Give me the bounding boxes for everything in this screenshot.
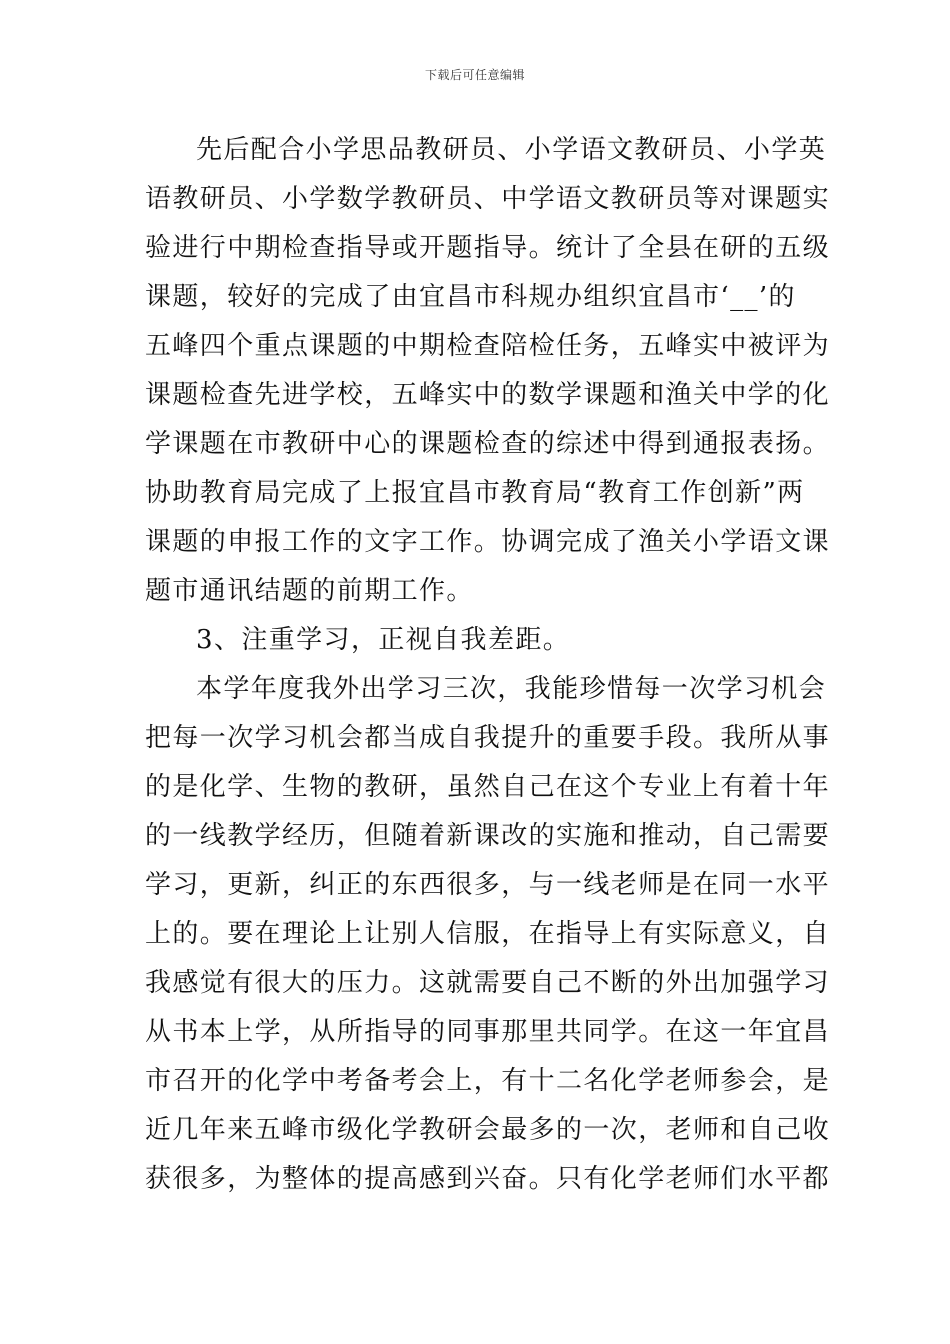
- text-line: 课题检查先进学校，五峰实中的数学课题和渔关中学的化: [145, 380, 831, 410]
- text-line: 近几年来五峰市级化学教研会最多的一次，老师和自己收: [145, 1115, 831, 1145]
- text-line: 把每一次学习机会都当成自我提升的重要手段。我所从事: [145, 723, 831, 753]
- text-line: 验进行中期检查指导或开题指导。统计了全县在研的五级: [145, 233, 831, 263]
- text-line: 获很多，为整体的提高感到兴奋。只有化学老师们水平都: [145, 1164, 831, 1194]
- text-line: 协助教育局完成了上报宜昌市教育局“教育工作创新”两: [145, 478, 805, 508]
- text-line: 从书本上学，从所指导的同事那里共同学。在这一年宜昌: [145, 1017, 831, 1047]
- text-line: 我感觉有很大的压力。这就需要自己不断的外出加强学习: [145, 968, 831, 998]
- text-line: 课题，较好的完成了由宜昌市科规办组织宜昌市‘__’的: [145, 282, 796, 312]
- text-line: 上的。要在理论上让别人信服，在指导上有实际意义，自: [145, 919, 831, 949]
- text-line: 课题的申报工作的文字工作。协调完成了渔关小学语文课: [145, 527, 831, 557]
- text-line: 题市通讯结题的前期工作。: [145, 576, 474, 606]
- text-line: 学习，更新，纠正的东西很多，与一线老师是在同一水平: [145, 870, 831, 900]
- text-line: 先后配合小学思品教研员、小学语文教研员、小学英: [196, 135, 827, 165]
- text-line: 五峰四个重点课题的中期检查陪检任务，五峰实中被评为: [145, 331, 831, 361]
- section-heading: 3、注重学习，正视自我差距。: [196, 625, 571, 655]
- text-line: 语教研员、小学数学教研员、中学语文教研员等对课题实: [145, 184, 831, 214]
- text-line: 本学年度我外出学习三次，我能珍惜每一次学习机会: [196, 674, 827, 704]
- page-header: 下载后可任意编辑: [424, 68, 525, 82]
- text-line: 的是化学、生物的教研，虽然自己在这个专业上有着十年: [145, 772, 831, 802]
- text-line: 学课题在市教研中心的课题检查的综述中得到通报表扬。: [145, 429, 831, 459]
- text-line: 的一线教学经历，但随着新课改的实施和推动，自己需要: [145, 821, 831, 851]
- text-line: 市召开的化学中考备考会上，有十二名化学老师参会，是: [145, 1066, 831, 1096]
